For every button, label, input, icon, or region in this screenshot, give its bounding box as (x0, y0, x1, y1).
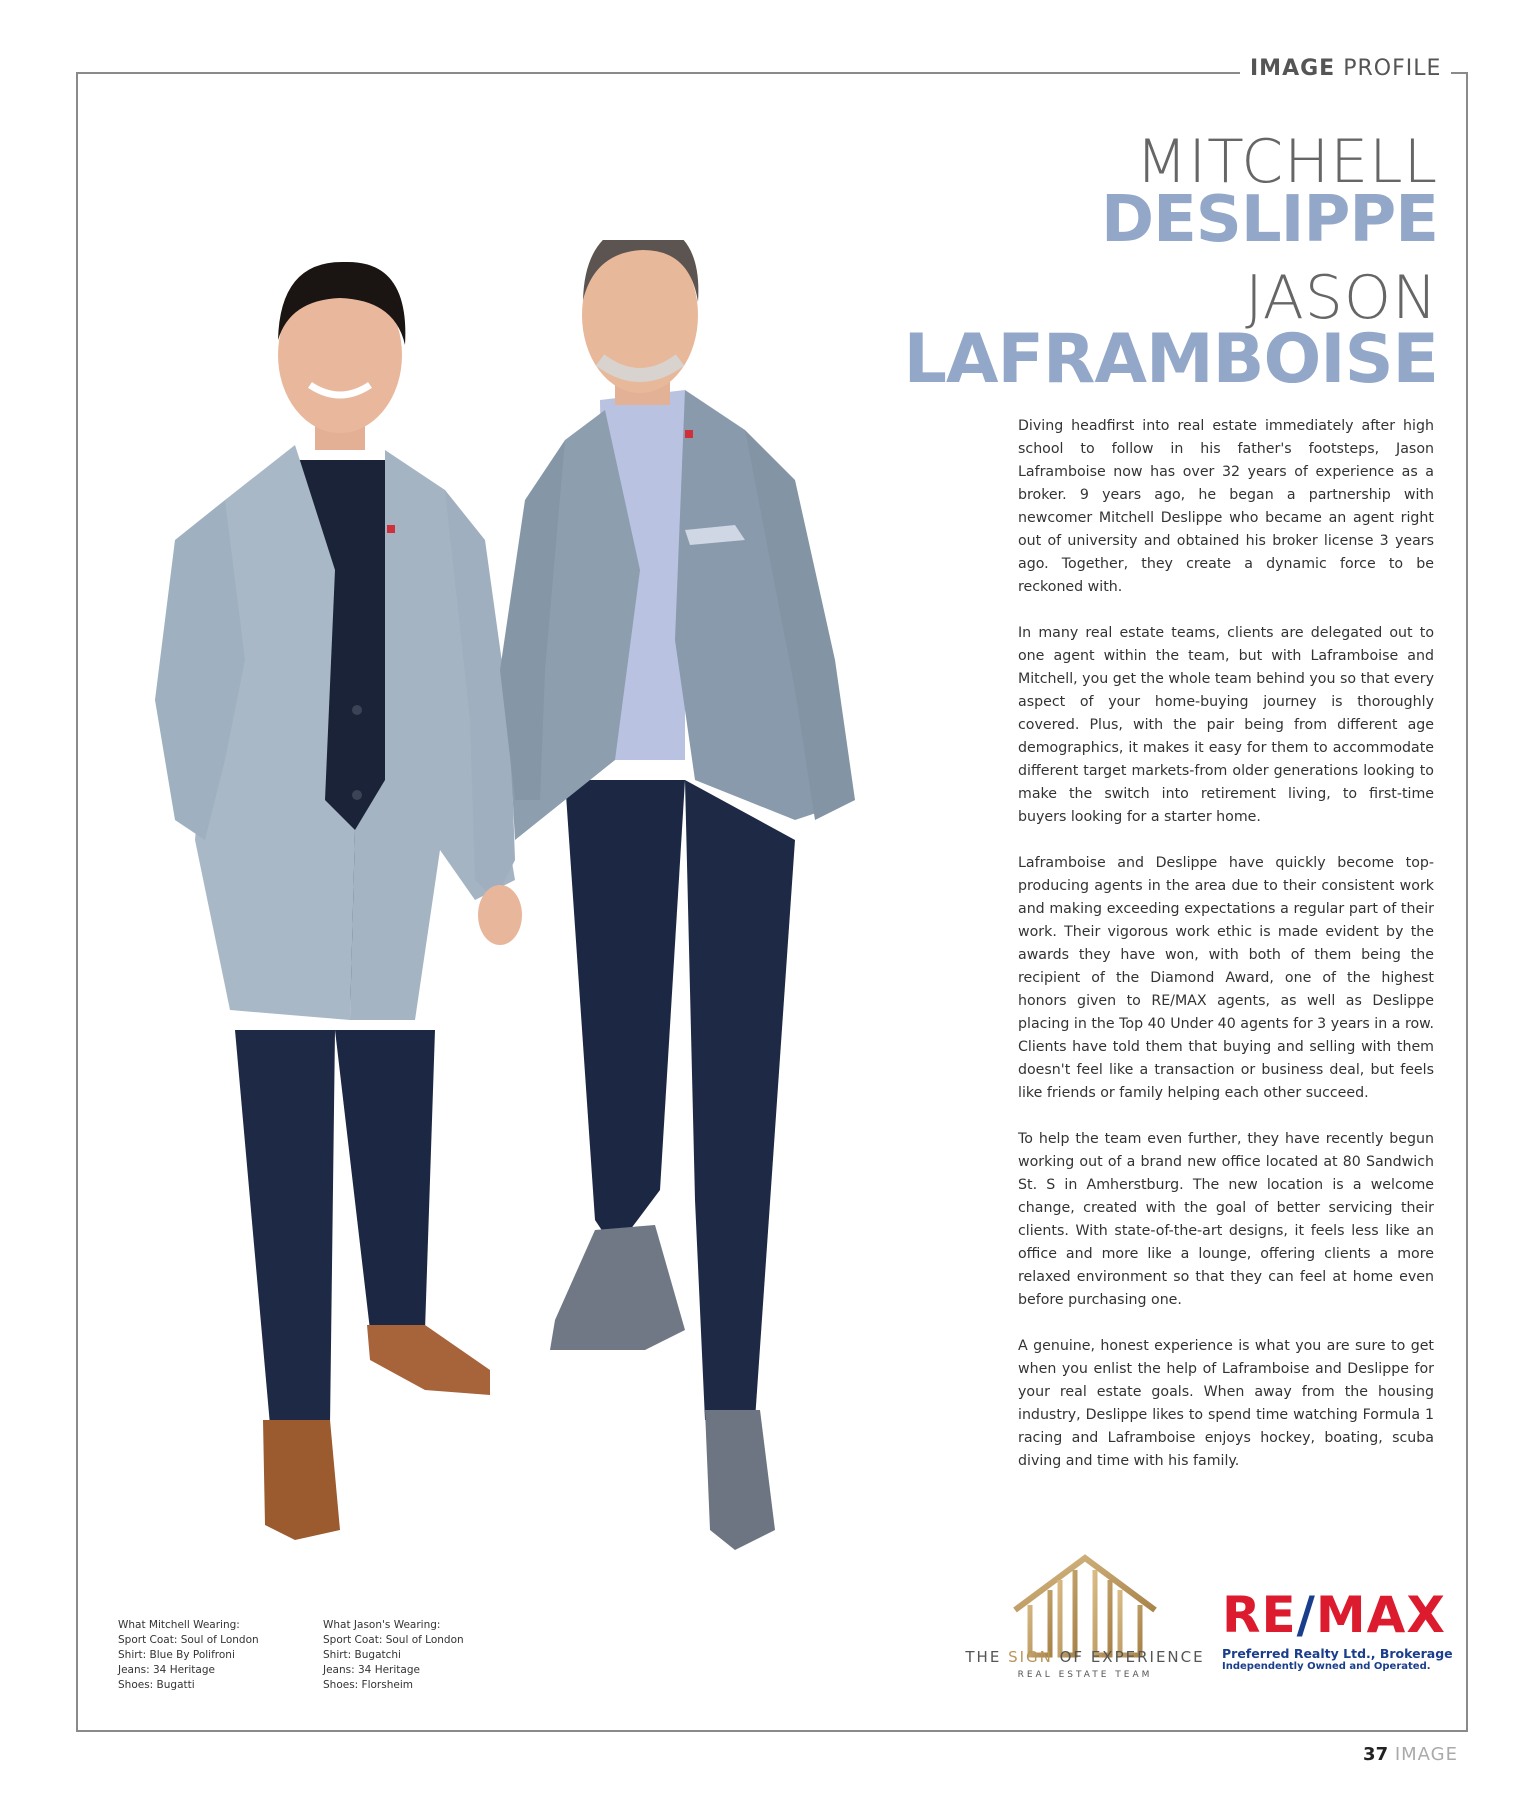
wardrobe-line: Shirt: Bugatchi (323, 1649, 401, 1661)
last-name-deslippe: DESLIPPE (1100, 183, 1438, 257)
remax-wordmark: RE/MAX (1222, 1586, 1446, 1644)
article-body (1018, 415, 1434, 1496)
page-folio (1363, 1744, 1458, 1765)
mitchell-figure (155, 262, 522, 1540)
wardrobe-line: Shoes: Bugatti (118, 1679, 195, 1691)
wardrobe-line: Shoes: Florsheim (323, 1679, 413, 1691)
first-name-mitchell: MITCHELL (1135, 127, 1438, 197)
sign-of-experience-subtitle: REAL ESTATE TEAM (1017, 1670, 1153, 1680)
section-label: IMAGE PROFILE (1240, 56, 1451, 81)
wardrobe-mitchell (118, 1618, 259, 1693)
agents-photo (95, 240, 1015, 1580)
wardrobe-line: Jeans: 34 Heritage (323, 1664, 420, 1676)
wardrobe-line: Jeans: 34 Heritage (118, 1664, 215, 1676)
wardrobe-line: What Mitchell Wearing: (118, 1619, 240, 1631)
first-name-jason: JASON (1245, 263, 1438, 333)
remax-brokerage-name: Preferred Realty Ltd., Brokerage (1222, 1646, 1453, 1661)
last-name-laframboise: LAFRAMBOISE (903, 320, 1438, 399)
article-paragraph: To help the team even further, they have recently begun working out of a brand new office located at 80 Sandwich St. S in Amherstburg. The new location is a welcome change, created with the goal of better servicing their clients. With state-of-the-art designs, it feels less like an office and more like a lounge, offering clients a more relaxed environment so that they can feel at home even before purchasing one. (1018, 1131, 1434, 1308)
wardrobe-line: Shirt: Blue By Polifroni (118, 1649, 235, 1661)
wardrobe-jason (323, 1618, 464, 1693)
remax-tagline: Independently Owned and Operated. (1222, 1661, 1431, 1672)
sign-of-experience-logo-text: THE SIGN OF EXPERIENCE (965, 1648, 1205, 1666)
jason-figure (500, 240, 855, 1550)
article-paragraph: Laframboise and Deslippe have quickly become top-producing agents in the area due to their consistent work and making exceeding expectations a regular part of their work. Their vigorous work ethic is made evident by the awards they have won, with both of them being the recipient of the Diamond Award, one of the highest honors given to RE/MAX agents, as well as Deslippe placing in the Top 40 Under 40 agents for 3 years in a row. Clients have told them that buying and selling with them doesn't feel like a transaction or business deal, but feels like friends or family helping each other succeed. (1018, 855, 1434, 1101)
remax-logo (1222, 1586, 1453, 1672)
article-paragraph: Diving headfirst into real estate immediately after high school to follow in his father's footsteps, Jason Laframboise now has over 32 years of experience as a broker. 9 years ago, he began a partnership with newcomer Mitchell Deslippe who became an agent right out of university and obtained his broker license 3 years ago. Together, they create a dynamic force to be reckoned with. (1018, 418, 1434, 595)
wardrobe-line: Sport Coat: Soul of London (118, 1634, 259, 1646)
magazine-name: IMAGE (1388, 1744, 1458, 1765)
wardrobe-line: What Jason's Wearing: (323, 1619, 441, 1631)
wardrobe-line: Sport Coat: Soul of London (323, 1634, 464, 1646)
article-paragraph: A genuine, honest experience is what you are sure to get when you enlist the help of Laframboise and Deslippe for your real estate goals. When away from the housing industry, Deslippe likes to spend time watching Formula 1 racing and Laframboise enjoys hockey, boating, scuba diving and time with his family. (1018, 1338, 1434, 1469)
page-number: 37 (1363, 1744, 1389, 1765)
article-paragraph: In many real estate teams, clients are delegated out to one agent within the team, but with Laframboise and Mitchell, you get the whole team behind you so that every aspect of your home-buying journey is thoroughly covered. Plus, with the pair being from different age demographics, it makes it easy for them to accommodate different target markets-from older generations looking to make the switch into retirement living, to first-time buyers looking for a starter home. (1018, 625, 1434, 825)
